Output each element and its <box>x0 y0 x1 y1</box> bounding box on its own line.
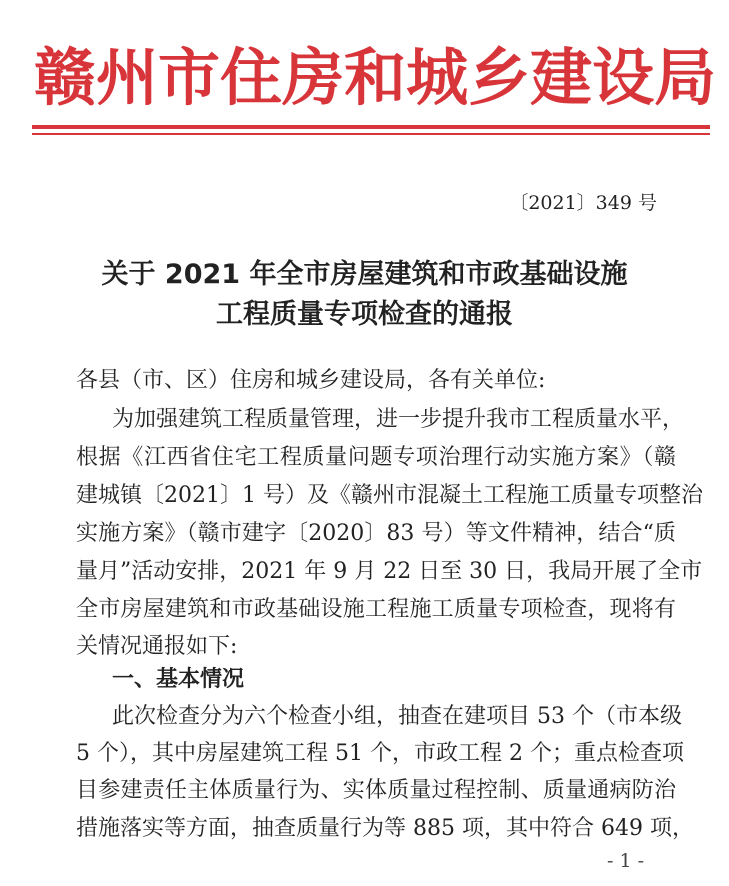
letterhead-char: 建 <box>530 40 593 114</box>
letterhead-agency-name <box>34 34 717 114</box>
paragraph-line: 关情况通报如下: <box>76 634 238 659</box>
letterhead-char: 城 <box>406 40 469 114</box>
paragraph-line: 目参建责任主体质量行为、实体质量过程控制、质量通病防治 <box>76 778 676 803</box>
letterhead-char: 赣 <box>34 40 97 114</box>
paragraph-line: 量月”活动安排，2021 年 9 月 22 日至 30 日，我局开展了全市 <box>76 559 703 584</box>
paragraph-line: 5 个），其中房屋建筑工程 51 个，市政工程 2 个；重点检查项 <box>76 741 684 766</box>
document-title-line-2: 工程质量专项检查的通报 <box>216 299 513 330</box>
letterhead-char: 设 <box>592 40 655 114</box>
document-title-line-1: 关于 2021 年全市房屋建筑和市政基础设施 <box>101 259 628 290</box>
section-heading: 一、基本情况 <box>112 667 245 692</box>
letterhead-rule-thick <box>32 125 710 129</box>
paragraph-line: 全市房屋建筑和市政基础设施工程施工质量专项检查，现将有 <box>76 597 676 622</box>
paragraph-line: 建城镇〔2021〕1 号）及《赣州市混凝土工程施工质量专项整治 <box>76 483 703 508</box>
letterhead-char: 乡 <box>468 40 531 114</box>
letterhead-char: 和 <box>344 40 407 114</box>
letterhead-char: 局 <box>654 40 717 114</box>
paragraph-line: 实施方案》（赣市建字〔2020〕83 号）等文件精神，结合“质 <box>76 521 676 546</box>
letterhead-char: 房 <box>282 40 345 114</box>
paragraph-line: 此次检查分为六个检查小组，抽查在建项目 53 个（市本级 <box>112 704 682 729</box>
salutation: 各县（市、区）住房和城乡建设局，各有关单位: <box>76 368 546 393</box>
letterhead-char: 州 <box>96 40 159 114</box>
document-number: 〔2021〕349 号 <box>509 192 657 214</box>
letterhead-char: 市 <box>158 40 221 114</box>
paragraph-line: 根据《江西省住宅工程质量问题专项治理行动实施方案》（赣 <box>76 445 676 470</box>
page-number: - 1 - <box>607 850 645 872</box>
letterhead-rule-thin <box>32 133 710 135</box>
paragraph-line: 措施落实等方面，抽查质量行为等 885 项，其中符合 649 项， <box>76 816 694 841</box>
paragraph-line: 为加强建筑工程质量管理，进一步提升我市工程质量水平， <box>112 407 685 432</box>
letterhead-char: 住 <box>220 40 283 114</box>
